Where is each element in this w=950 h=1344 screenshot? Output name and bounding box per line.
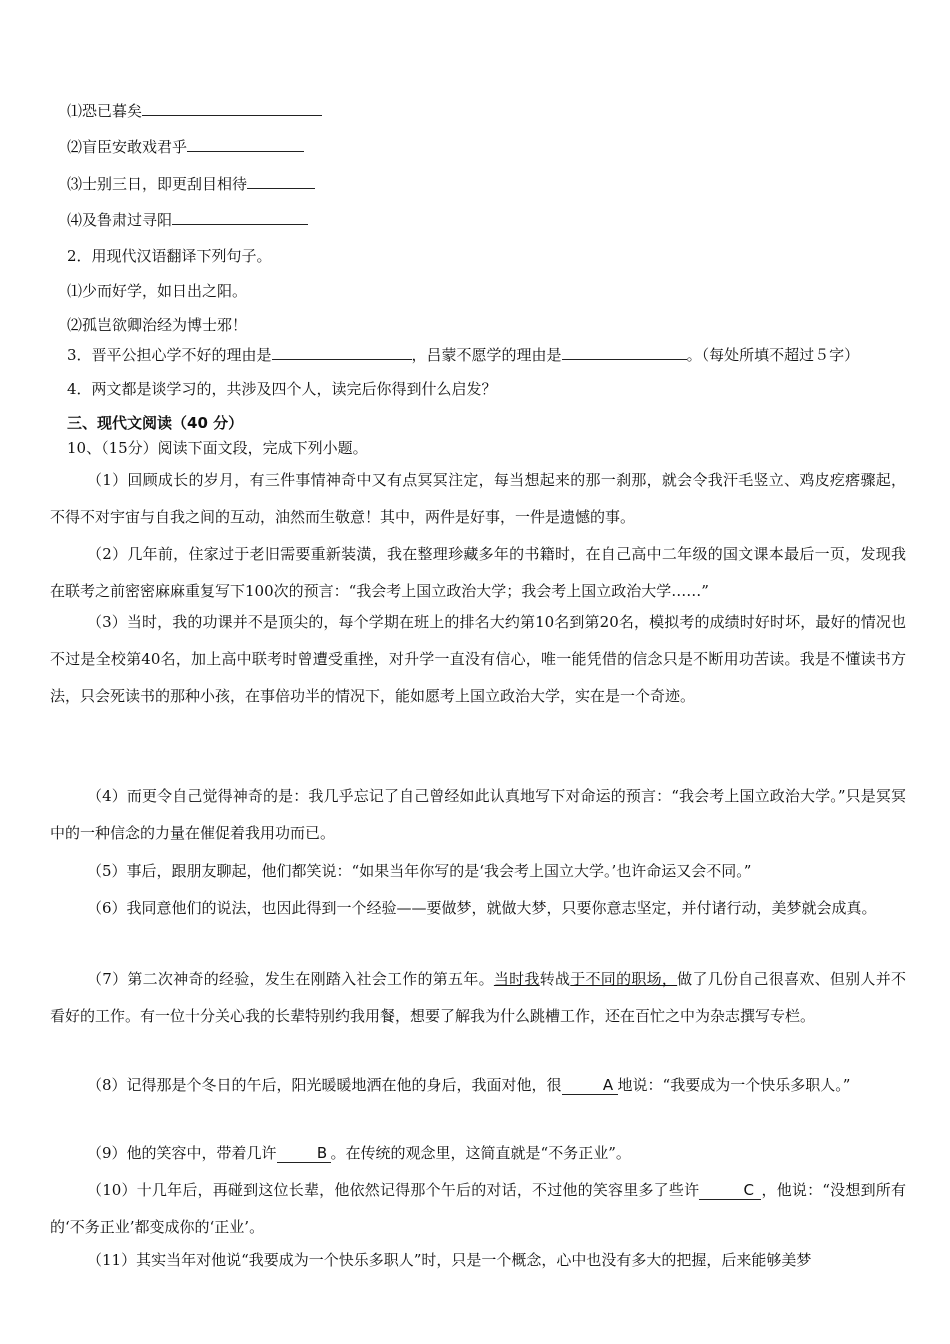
p10-text-a: （10）十几年后，再碰到这位长辈，他依然记得那个午后的对话，不过他的笑容里多了些许: [87, 1181, 700, 1199]
passage-paragraph-5: （5）事后，跟朋友聊起，他们都笑说：“如果当年你写的是‘我会考上国立大学。’也许命运又会不同。”: [87, 862, 752, 880]
q2-title: 2．用现代汉语翻译下列句子。: [67, 247, 272, 265]
q4: 4．两文都是谈学习的，共涉及四个人，读完后你得到什么启发？: [67, 380, 497, 398]
q1-item-1-text: ⑴恐已暮矣: [67, 102, 143, 120]
section-heading: 三、现代文阅读（40 分）: [67, 414, 244, 432]
p10-text-b: ，他说：“没想到所有的‘不务正业’都变成你的‘正业’。: [50, 1181, 906, 1236]
q1-item-3: [67, 173, 315, 195]
p7-text-c: 做了几份自己很喜欢、但别人并不看好的工作。有一位十分关心我的长辈特别约我用餐，想要了解我为什么跳槽工作，还在百忙之中为杂志撰写专栏。: [50, 970, 906, 1025]
passage-paragraph-9: [50, 1135, 906, 1172]
passage-paragraph-11: （11）其实当年对他说“我要成为一个快乐多职人”时，只是一个概念，心中也没有多大的把握，后来能够美梦: [87, 1251, 812, 1269]
passage-paragraph-2: （2）几年前，住家过于老旧需要重新装潢，我在整理珍藏多年的书籍时，在自己高中二年级的国文课本最后一页，发现我在联考之前密密麻麻重复写下100次的预言：“我会考上国立政治大学；我会考上国立政治大学……”: [50, 545, 906, 600]
fill-blank-b[interactable]: B: [277, 1144, 331, 1163]
passage-paragraph-6: （6）我同意他们的说法，也因此得到一个经验——要做梦，就做大梦，只要你意志坚定，并付诸行动，美梦就会成真。: [87, 899, 877, 917]
q1-item-3-text: ⑶士别三日，即更刮目相待: [67, 175, 248, 193]
q2-item-2: ⑵孤岂欲卿治经为博士邪！: [67, 316, 248, 334]
q3-blank-2[interactable]: [562, 344, 687, 360]
passage-paragraph-8: [50, 1067, 906, 1104]
p9-text-b: 。在传统的观念里，这简直就是“不务正业”。: [330, 1144, 631, 1162]
q3-middle: ，吕蒙不愿学的理由是: [411, 346, 562, 364]
passage-paragraph-7: [50, 961, 906, 1035]
q1-item-3-blank[interactable]: [247, 173, 315, 189]
q10-intro: 10、（15分）阅读下面文段，完成下列小题。: [67, 439, 368, 457]
p7-underline-1: 当时我: [493, 970, 540, 988]
q2-item-1: ⑴少而好学，如日出之阳。: [67, 282, 248, 300]
passage-paragraph-4: （4）而更令自己觉得神奇的是：我几乎忘记了自己曾经如此认真地写下对命运的预言：“我会考上国立政治大学。”只是冥冥中的一种信念的力量在催促着我用功而已。: [50, 787, 906, 842]
q1-item-2: [67, 136, 304, 158]
passage-paragraph-3: （3）当时，我的功课并不是顶尖的，每个学期在班上的排名大约第10名到第20名，模拟考的成绩时好时坏，最好的情况也不过是全校第40名，加上高中联考时曾遭受重挫，对升学一直没有信心，唯一能凭借的信念只是不断用功苦读。我是不懂读书方法，只会死读书的那种小孩，在事倍功半的情况下，能如愿考上国立政治大学，实在是一个奇迹。: [50, 613, 906, 705]
q3-blank-1[interactable]: [272, 344, 412, 360]
passage-paragraph-1: （1）回顾成长的岁月，有三件事情神奇中又有点冥冥注定，每当想起来的那一刹那，就会令我汗毛竖立、鸡皮疙瘩骤起，不得不对宇宙与自我之间的互动，油然而生敬意！其中，两件是好事，一件是遗憾的事。: [50, 471, 906, 526]
p7-underline-2: 于不同的职场，: [570, 970, 678, 988]
fill-blank-a[interactable]: A: [562, 1076, 618, 1095]
p9-text-a: （9）他的笑容中，带着几许: [87, 1144, 277, 1162]
fill-blank-c[interactable]: C: [699, 1181, 761, 1200]
p8-text-b: 地说：“我要成为一个快乐多职人。”: [617, 1076, 851, 1094]
q3-prefix: 3．晋平公担心学不好的理由是: [67, 346, 272, 364]
q1-item-2-blank[interactable]: [187, 136, 304, 152]
q1-item-1-blank[interactable]: [142, 100, 322, 116]
q3-suffix: 。（每处所填不超过５字）: [686, 346, 860, 364]
q1-item-4-text: ⑷及鲁肃过寻阳: [67, 211, 173, 229]
p8-text-a: （8）记得那是个冬日的午后，阳光暖暖地洒在他的身后，我面对他，很: [87, 1076, 562, 1094]
q1-item-1: [67, 100, 322, 122]
q1-item-4: [67, 209, 308, 231]
q1-item-2-text: ⑵盲臣安敢戏君乎: [67, 138, 188, 156]
q3: [67, 344, 859, 366]
p7-text-a: （7）第二次神奇的经验，发生在刚踏入社会工作的第五年。: [87, 970, 494, 988]
q1-item-4-blank[interactable]: [172, 209, 308, 225]
passage-paragraph-10: [50, 1172, 906, 1246]
p7-text-b: 转战: [539, 970, 571, 988]
